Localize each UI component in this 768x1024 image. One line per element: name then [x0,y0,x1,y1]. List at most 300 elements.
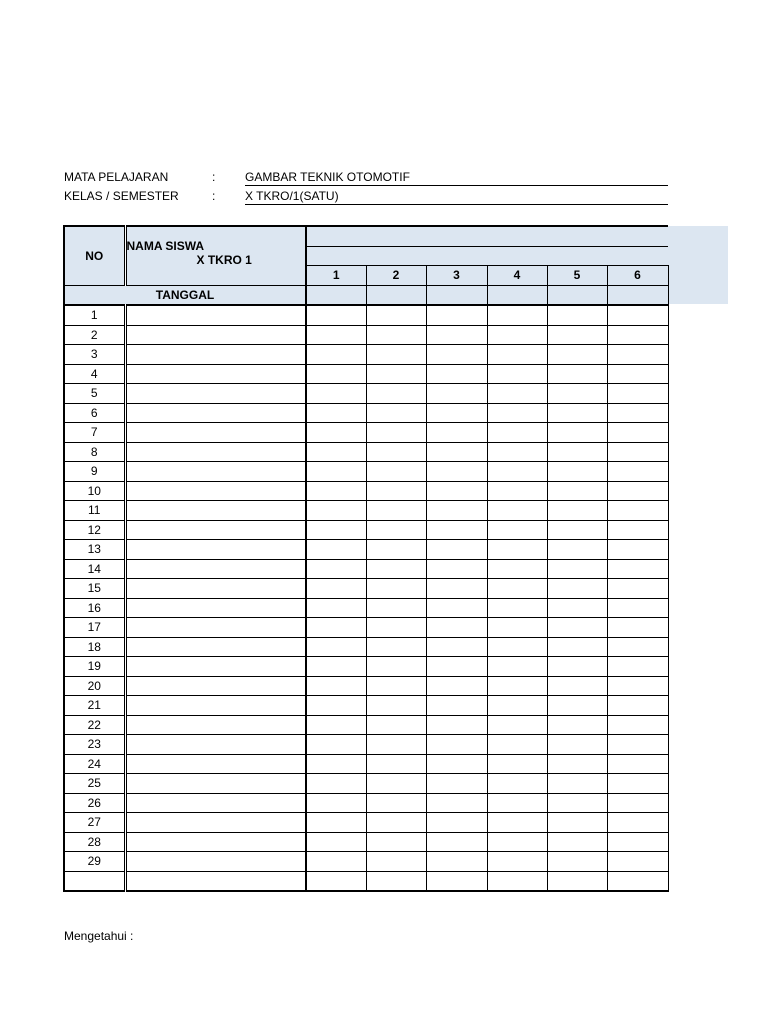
attendance-cell[interactable] [547,462,607,482]
attendance-cell[interactable] [426,832,487,852]
attendance-cell[interactable] [426,462,487,482]
row-number: 13 [64,540,125,560]
attendance-cell[interactable] [487,598,547,618]
student-name-cell[interactable] [125,384,306,404]
attendance-cell[interactable] [607,442,668,462]
date-cell [607,285,668,305]
attendance-cell[interactable] [547,754,607,774]
student-name-cell[interactable] [125,423,306,443]
student-name-cell[interactable] [125,715,306,735]
attendance-cell[interactable] [607,520,668,540]
attendance-cell[interactable] [426,403,487,423]
student-name-cell[interactable] [125,520,306,540]
attendance-cell[interactable] [547,305,607,325]
table-row [64,852,668,872]
header-shading-extension [668,226,728,304]
attendance-cell[interactable] [487,501,547,521]
attendance-cell[interactable] [366,501,426,521]
attendance-cell[interactable] [547,579,607,599]
attendance-cell[interactable] [366,364,426,384]
attendance-cell[interactable] [607,559,668,579]
attendance-cell[interactable] [366,793,426,813]
attendance-cell[interactable] [547,598,607,618]
attendance-cell[interactable] [306,735,366,755]
attendance-cell[interactable] [426,871,487,891]
attendance-cell[interactable] [487,520,547,540]
attendance-cell[interactable] [487,793,547,813]
table-row [64,345,668,365]
student-name-cell[interactable] [125,579,306,599]
attendance-cell[interactable] [306,520,366,540]
student-name-cell[interactable] [125,637,306,657]
attendance-cell[interactable] [366,423,426,443]
attendance-cell[interactable] [426,754,487,774]
attendance-cell[interactable] [306,774,366,794]
attendance-cell[interactable] [607,481,668,501]
table-row [64,423,668,443]
meeting-col-6: 6 [607,266,668,286]
attendance-cell[interactable] [366,832,426,852]
attendance-cell[interactable] [426,579,487,599]
attendance-cell[interactable] [366,540,426,560]
attendance-cell[interactable] [607,871,668,891]
attendance-cell[interactable] [366,871,426,891]
attendance-cell[interactable] [547,618,607,638]
row-number: 27 [64,813,125,833]
attendance-cell[interactable] [547,403,607,423]
row-number: 20 [64,676,125,696]
attendance-cell[interactable] [306,676,366,696]
student-name-cell[interactable] [125,481,306,501]
attendance-cell[interactable] [607,403,668,423]
table-row [64,520,668,540]
attendance-cell[interactable] [607,423,668,443]
attendance-cell[interactable] [426,423,487,443]
table-row [64,481,668,501]
table-row [64,325,668,345]
attendance-cell[interactable] [547,501,607,521]
attendance-cell[interactable] [426,481,487,501]
info-row-mata-pelajaran [64,168,668,186]
attendance-cell[interactable] [426,813,487,833]
meeting-header-middle [306,246,668,266]
table-row [64,598,668,618]
student-name-cell[interactable] [125,696,306,716]
attendance-cell[interactable] [426,520,487,540]
row-number: 26 [64,793,125,813]
table-row [64,696,668,716]
attendance-cell[interactable] [547,384,607,404]
attendance-cell[interactable] [487,559,547,579]
attendance-cell[interactable] [366,520,426,540]
attendance-cell[interactable] [366,618,426,638]
attendance-cell[interactable] [426,442,487,462]
student-name-cell[interactable] [125,871,306,891]
attendance-cell[interactable] [607,305,668,325]
attendance-cell[interactable] [487,832,547,852]
mata-pelajaran-underline [245,185,668,186]
attendance-cell[interactable] [426,657,487,677]
attendance-cell[interactable] [547,325,607,345]
attendance-cell[interactable] [366,481,426,501]
student-name-cell[interactable] [125,657,306,677]
row-number: 29 [64,852,125,872]
row-number: 2 [64,325,125,345]
attendance-cell[interactable] [607,696,668,716]
table-row [64,403,668,423]
attendance-cell[interactable] [426,384,487,404]
attendance-cell[interactable] [607,813,668,833]
meeting-col-4: 4 [487,266,547,286]
no-header: NO [64,226,125,285]
attendance-cell[interactable] [366,715,426,735]
attendance-cell[interactable] [306,442,366,462]
meeting-col-1: 1 [306,266,366,286]
attendance-cell[interactable] [547,774,607,794]
attendance-cell[interactable] [607,852,668,872]
attendance-cell[interactable] [426,618,487,638]
name-header-line2: X TKRO 1 [196,253,252,267]
attendance-cell[interactable] [607,735,668,755]
table-row [64,462,668,482]
attendance-cell[interactable] [487,462,547,482]
attendance-cell[interactable] [306,598,366,618]
student-name-cell[interactable] [125,813,306,833]
attendance-cell[interactable] [487,676,547,696]
attendance-cell[interactable] [306,364,366,384]
row-number: 7 [64,423,125,443]
attendance-cell[interactable] [607,384,668,404]
student-name-cell[interactable] [125,832,306,852]
attendance-cell[interactable] [366,403,426,423]
row-number: 15 [64,579,125,599]
attendance-cell[interactable] [607,774,668,794]
student-name-cell[interactable] [125,676,306,696]
date-cell [306,285,366,305]
row-number: 6 [64,403,125,423]
attendance-cell[interactable] [366,813,426,833]
table-row [64,579,668,599]
student-name-cell[interactable] [125,793,306,813]
attendance-cell[interactable] [607,637,668,657]
mata-pelajaran-colon: : [212,170,216,184]
attendance-cell[interactable] [547,832,607,852]
attendance-cell[interactable] [306,559,366,579]
attendance-cell[interactable] [547,637,607,657]
student-name-cell[interactable] [125,345,306,365]
student-name-cell[interactable] [125,540,306,560]
attendance-cell[interactable] [547,423,607,443]
attendance-cell[interactable] [607,676,668,696]
attendance-cell[interactable] [306,462,366,482]
attendance-cell[interactable] [426,696,487,716]
student-name-cell[interactable] [125,598,306,618]
table-row [64,735,668,755]
mata-pelajaran-label: MATA PELAJARAN [64,170,169,184]
attendance-cell[interactable] [366,696,426,716]
attendance-cell[interactable] [547,345,607,365]
row-number: 28 [64,832,125,852]
table-row [64,501,668,521]
table-row [64,871,668,891]
meeting-col-3: 3 [426,266,487,286]
attendance-cell[interactable] [607,540,668,560]
table-row [64,540,668,560]
attendance-cell[interactable] [306,618,366,638]
name-header [125,226,306,285]
attendance-cell[interactable] [487,540,547,560]
attendance-cell[interactable] [607,598,668,618]
attendance-cell[interactable] [426,735,487,755]
table-row [64,676,668,696]
attendance-cell[interactable] [547,871,607,891]
row-number: 24 [64,754,125,774]
attendance-cell[interactable] [607,618,668,638]
attendance-cell[interactable] [547,735,607,755]
attendance-cell[interactable] [487,637,547,657]
attendance-cell[interactable] [487,715,547,735]
student-name-cell[interactable] [125,852,306,872]
attendance-cell[interactable] [426,774,487,794]
row-number: 3 [64,345,125,365]
student-name-cell[interactable] [125,618,306,638]
attendance-cell[interactable] [306,325,366,345]
attendance-cell[interactable] [306,813,366,833]
row-number: 22 [64,715,125,735]
attendance-cell[interactable] [366,852,426,872]
mata-pelajaran-value: GAMBAR TEKNIK OTOMOTIF [245,170,410,184]
table-row [64,754,668,774]
student-name-cell[interactable] [125,364,306,384]
attendance-cell[interactable] [547,657,607,677]
student-name-cell[interactable] [125,305,306,325]
attendance-cell[interactable] [306,754,366,774]
meeting-col-2: 2 [366,266,426,286]
student-name-cell[interactable] [125,462,306,482]
student-name-cell[interactable] [125,325,306,345]
attendance-cell[interactable] [306,696,366,716]
student-name-cell[interactable] [125,501,306,521]
row-number: 11 [64,501,125,521]
attendance-cell[interactable] [306,540,366,560]
row-number: 16 [64,598,125,618]
attendance-cell[interactable] [426,540,487,560]
attendance-cell[interactable] [426,559,487,579]
row-number: 23 [64,735,125,755]
attendance-cell[interactable] [487,735,547,755]
attendance-cell[interactable] [547,520,607,540]
attendance-cell[interactable] [547,676,607,696]
attendance-cell[interactable] [487,403,547,423]
table-row [64,364,668,384]
row-number: 21 [64,696,125,716]
attendance-cell[interactable] [306,657,366,677]
attendance-cell[interactable] [306,501,366,521]
kelas-semester-underline [245,204,668,205]
student-name-cell[interactable] [125,403,306,423]
row-number: 9 [64,462,125,482]
kelas-semester-colon: : [212,189,216,203]
attendance-cell[interactable] [487,442,547,462]
attendance-cell[interactable] [426,676,487,696]
attendance-cell[interactable] [306,305,366,325]
student-name-cell[interactable] [125,774,306,794]
attendance-cell[interactable] [607,832,668,852]
attendance-cell[interactable] [487,325,547,345]
attendance-cell[interactable] [607,715,668,735]
row-number [64,871,125,891]
attendance-cell[interactable] [426,325,487,345]
table-row [64,657,668,677]
attendance-cell[interactable] [547,364,607,384]
attendance-cell[interactable] [366,657,426,677]
attendance-cell[interactable] [487,871,547,891]
table-row [64,559,668,579]
attendance-cell[interactable] [547,852,607,872]
attendance-cell[interactable] [366,462,426,482]
attendance-cell[interactable] [487,618,547,638]
attendance-cell[interactable] [547,481,607,501]
attendance-cell[interactable] [306,715,366,735]
meeting-header-top [306,226,668,246]
attendance-cell[interactable] [306,793,366,813]
attendance-cell[interactable] [306,481,366,501]
attendance-cell[interactable] [306,832,366,852]
row-number: 25 [64,774,125,794]
attendance-cell[interactable] [306,384,366,404]
attendance-cell[interactable] [306,871,366,891]
attendance-cell[interactable] [547,540,607,560]
attendance-cell[interactable] [607,345,668,365]
attendance-cell[interactable] [607,793,668,813]
attendance-cell[interactable] [426,598,487,618]
student-name-cell[interactable] [125,735,306,755]
attendance-cell[interactable] [607,501,668,521]
attendance-cell[interactable] [426,852,487,872]
row-number: 5 [64,384,125,404]
attendance-cell[interactable] [487,481,547,501]
attendance-cell[interactable] [426,364,487,384]
attendance-cell[interactable] [306,423,366,443]
attendance-cell[interactable] [607,462,668,482]
attendance-cell[interactable] [366,637,426,657]
info-row-kelas-semester [64,187,668,205]
attendance-cell[interactable] [306,345,366,365]
row-number: 10 [64,481,125,501]
attendance-cell[interactable] [426,345,487,365]
attendance-cell[interactable] [366,384,426,404]
attendance-table [63,225,669,892]
date-cell [426,285,487,305]
attendance-cell[interactable] [426,501,487,521]
attendance-cell[interactable] [306,852,366,872]
attendance-cell[interactable] [547,696,607,716]
attendance-cell[interactable] [366,305,426,325]
date-cell [487,285,547,305]
attendance-cell[interactable] [487,852,547,872]
tanggal-row [64,285,668,305]
tanggal-label: TANGGAL [64,285,306,305]
table-row [64,715,668,735]
attendance-cell[interactable] [547,793,607,813]
kelas-semester-label: KELAS / SEMESTER [64,189,179,203]
attendance-cell[interactable] [426,715,487,735]
attendance-cell[interactable] [607,754,668,774]
attendance-cell[interactable] [487,579,547,599]
name-header-line1: NAMA SISWA [126,239,205,253]
attendance-cell[interactable] [366,676,426,696]
attendance-cell[interactable] [487,813,547,833]
attendance-cell[interactable] [607,579,668,599]
attendance-cell[interactable] [366,774,426,794]
student-name-cell[interactable] [125,559,306,579]
attendance-cell[interactable] [366,442,426,462]
table-row [64,813,668,833]
date-cell [366,285,426,305]
attendance-cell[interactable] [426,637,487,657]
kelas-semester-value: X TKRO/1(SATU) [245,189,339,203]
row-number: 17 [64,618,125,638]
attendance-cell[interactable] [306,403,366,423]
attendance-cell[interactable] [366,559,426,579]
attendance-cell[interactable] [487,305,547,325]
table-row [64,442,668,462]
attendance-cell[interactable] [306,579,366,599]
date-cell [547,285,607,305]
attendance-cell[interactable] [366,735,426,755]
attendance-cell[interactable] [366,598,426,618]
attendance-cell[interactable] [547,715,607,735]
attendance-cell[interactable] [487,774,547,794]
row-number: 4 [64,364,125,384]
header-row-top [64,226,668,246]
table-row [64,832,668,852]
attendance-cell[interactable] [607,657,668,677]
attendance-cell[interactable] [487,345,547,365]
attendance-cell[interactable] [366,579,426,599]
attendance-cell[interactable] [366,325,426,345]
attendance-cell[interactable] [547,442,607,462]
row-number: 14 [64,559,125,579]
row-number: 18 [64,637,125,657]
attendance-cell[interactable] [366,345,426,365]
attendance-cell[interactable] [607,325,668,345]
table-row [64,774,668,794]
attendance-cell[interactable] [487,364,547,384]
attendance-cell[interactable] [366,754,426,774]
meeting-col-5: 5 [547,266,607,286]
attendance-cell[interactable] [487,696,547,716]
attendance-cell[interactable] [487,423,547,443]
attendance-cell[interactable] [426,305,487,325]
attendance-cell[interactable] [306,637,366,657]
attendance-cell[interactable] [607,364,668,384]
attendance-cell[interactable] [547,813,607,833]
attendance-cell[interactable] [487,657,547,677]
attendance-cell[interactable] [487,384,547,404]
row-number: 12 [64,520,125,540]
student-name-cell[interactable] [125,442,306,462]
table-row [64,618,668,638]
table-row [64,305,668,325]
attendance-cell[interactable] [426,793,487,813]
attendance-cell[interactable] [547,559,607,579]
row-number: 8 [64,442,125,462]
student-name-cell[interactable] [125,754,306,774]
table-row [64,793,668,813]
table-row [64,637,668,657]
attendance-cell[interactable] [487,754,547,774]
